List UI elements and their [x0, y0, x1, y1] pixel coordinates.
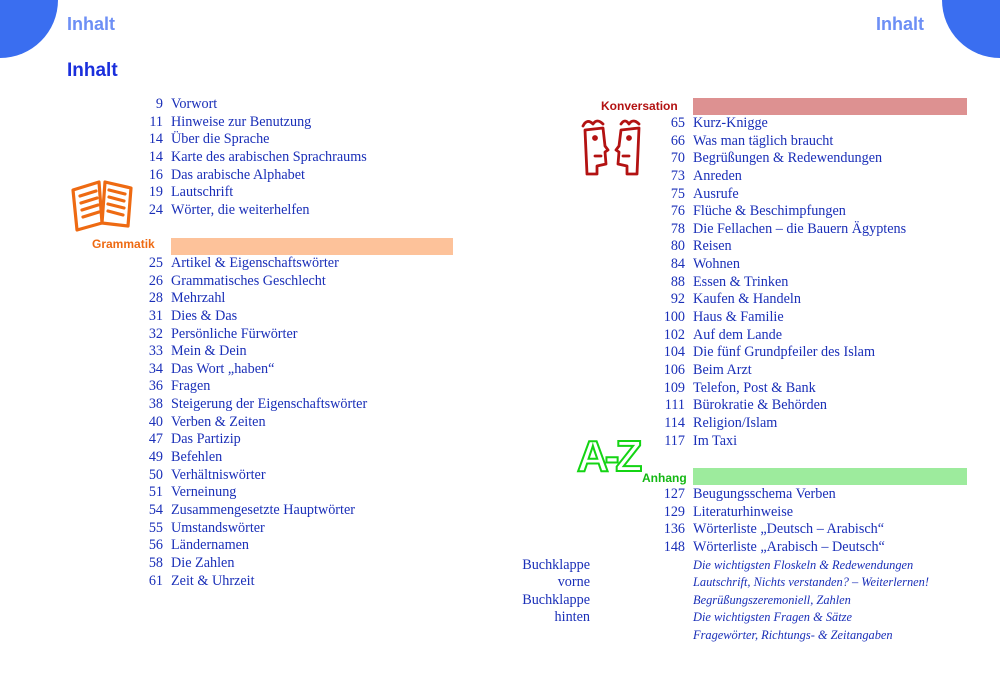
toc-page-number: 49 — [148, 449, 163, 466]
toc-page-number: 61 — [148, 572, 163, 589]
toc-page-number: 80 — [670, 238, 685, 255]
buchklappe-text: Die wichtigsten Floskeln & Redewendungen — [693, 558, 914, 572]
toc-entry — [148, 325, 367, 344]
toc-page-number: 28 — [148, 290, 163, 307]
toc-entry-title: Essen & Trinken — [693, 273, 789, 290]
toc-page-number: 92 — [670, 291, 685, 308]
toc-entry — [663, 361, 906, 380]
toc-entry — [663, 379, 906, 398]
toc-entry — [664, 397, 906, 415]
toc-page-number: 104 — [663, 344, 685, 361]
page-title: Inhalt — [67, 60, 118, 81]
toc-entry — [670, 203, 906, 221]
toc-entry — [670, 273, 906, 292]
toc-entry-title: Religion/Islam — [693, 414, 778, 431]
toc-entry — [148, 184, 367, 202]
toc-entry — [148, 396, 368, 414]
open-book-icon — [69, 176, 135, 234]
toc-page-number: 14 — [148, 131, 163, 148]
toc-entry — [670, 238, 906, 256]
toc-entry-title: Verben & Zeiten — [171, 413, 266, 430]
toc-page-number: 34 — [148, 360, 163, 377]
buchklappe-text: Die wichtigsten Fragen & Sätze — [693, 610, 852, 625]
running-head-right: Inhalt — [876, 14, 924, 34]
toc-entry — [670, 167, 906, 186]
buchklappe-text: Lautschrift, Nichts verstanden? – Weiterlernen! — [693, 575, 929, 590]
toc-entry — [670, 256, 906, 274]
buchklappe-text: Fragewörter, Richtungs- & Zeitangaben — [693, 627, 893, 642]
toc-entry-title: Telefon, Post & Bank — [693, 379, 816, 396]
toc-page-number: 19 — [148, 184, 163, 201]
toc-entry-title: Das Partizip — [171, 431, 241, 448]
toc-entry — [663, 486, 885, 504]
corner-decoration-left — [0, 0, 58, 58]
toc-entry — [148, 572, 367, 591]
toc-entry — [148, 413, 367, 432]
toc-anhang-list — [663, 486, 885, 557]
toc-entry — [148, 519, 367, 538]
toc-entry-title: Verneinung — [171, 484, 237, 501]
toc-entry-title: Kurz-Knigge — [693, 115, 768, 131]
toc-page-number: 36 — [148, 378, 163, 395]
toc-page-number: 16 — [148, 166, 163, 183]
toc-page-number: 32 — [148, 325, 163, 342]
toc-entry — [155, 96, 367, 114]
talking-faces-icon — [577, 116, 647, 178]
toc-page-number: 129 — [663, 503, 685, 520]
toc-entry-title: Im Taxi — [693, 432, 738, 449]
toc-entry — [670, 115, 906, 133]
toc-entry-title: Beugungsschema Verben — [693, 486, 836, 502]
toc-page-number: 26 — [148, 272, 163, 289]
toc-entry — [148, 343, 367, 361]
toc-entry-title: Persönliche Fürwörter — [171, 325, 298, 342]
toc-entry — [148, 131, 367, 149]
toc-page-number: 106 — [663, 361, 685, 378]
toc-entry — [148, 307, 367, 326]
toc-entry-title: Wohnen — [693, 256, 740, 273]
toc-entry-title: Kaufen & Handeln — [693, 291, 801, 308]
toc-page-number: 109 — [663, 379, 685, 396]
toc-page-number: 40 — [148, 413, 163, 430]
toc-entry-title: Mein & Dein — [171, 343, 247, 360]
toc-entry-title: Das arabische Alphabet — [171, 166, 305, 183]
toc-entry-title: Grammatisches Geschlecht — [171, 272, 326, 289]
toc-entry — [670, 150, 906, 168]
toc-page-number: 100 — [663, 309, 685, 326]
buchklappe-label: Buchklappe — [522, 591, 590, 608]
toc-page-number: 47 — [148, 431, 163, 448]
toc-entry-title: Beim Arzt — [693, 361, 752, 378]
toc-entry-title: Auf dem Lande — [693, 326, 783, 343]
toc-page-number: 78 — [670, 220, 685, 237]
toc-entry-title: Ausrufe — [693, 185, 739, 202]
toc-page-number: 136 — [663, 521, 685, 538]
section-label-konversation: Konversation — [601, 99, 678, 113]
toc-entry — [149, 113, 367, 132]
toc-entry — [663, 521, 885, 539]
toc-entry — [148, 466, 367, 485]
toc-page-number: 54 — [148, 501, 163, 518]
section-label-anhang: Anhang — [642, 471, 687, 485]
toc-entry-title: Haus & Familie — [693, 309, 784, 326]
toc-entry-title: Steigerung der Eigenschaftswörter — [171, 396, 368, 413]
toc-entry — [148, 554, 367, 573]
toc-entry — [148, 378, 367, 396]
toc-page-number: 38 — [148, 396, 163, 413]
toc-entry-title: Umstandswörter — [171, 519, 265, 536]
toc-page-number: 33 — [148, 343, 163, 360]
toc-page-number: 84 — [670, 256, 685, 273]
toc-intro-list — [148, 96, 367, 219]
toc-entry — [664, 432, 906, 451]
toc-entry-title: Karte des arabischen Sprachraums — [171, 148, 367, 165]
section-label-grammatik: Grammatik — [92, 237, 155, 251]
toc-page-number: 24 — [148, 201, 163, 218]
toc-entry-title: Wörter, die weiterhelfen — [171, 201, 310, 218]
toc-entry — [670, 185, 906, 204]
section-bar-anhang — [693, 468, 967, 485]
corner-decoration-right — [942, 0, 1000, 58]
toc-entry-title: Die fünf Grundpfeiler des Islam — [693, 344, 876, 361]
toc-page-number: 75 — [670, 185, 685, 202]
toc-entry — [664, 414, 906, 433]
toc-entry — [670, 220, 907, 239]
toc-entry — [148, 201, 367, 220]
toc-entry — [148, 501, 367, 520]
toc-page-number: 148 — [663, 538, 685, 555]
toc-entry-title: Befehlen — [171, 449, 223, 466]
toc-entry — [663, 326, 906, 345]
toc-entry-title: Dies & Das — [171, 307, 238, 324]
buchklappe-text: Begrüßungszeremoniell, Zahlen — [693, 592, 851, 607]
toc-page-number: 14 — [148, 148, 163, 165]
toc-entry-title: Bürokratie & Behörden — [693, 397, 827, 414]
toc-entry-title: Das Wort „haben“ — [171, 360, 275, 377]
toc-page-number: 111 — [664, 397, 685, 414]
toc-entry-title: Die Fellachen – die Bauern Ägyptens — [693, 220, 907, 237]
toc-grammatik-list — [148, 255, 368, 590]
toc-page-number: 114 — [664, 414, 685, 431]
toc-page-number: 76 — [670, 203, 685, 220]
toc-konversation-list — [663, 115, 907, 450]
toc-entry — [148, 431, 367, 449]
toc-entry — [148, 272, 367, 291]
toc-entry — [663, 344, 906, 362]
toc-page-number: 58 — [148, 554, 163, 571]
toc-entry — [663, 538, 885, 557]
toc-entry-title: Flüche & Beschimpfungen — [693, 203, 846, 220]
toc-page-number: 88 — [670, 273, 685, 290]
toc-entry-title: Hinweise zur Benutzung — [171, 113, 312, 130]
toc-entry — [148, 148, 367, 167]
toc-entry — [663, 503, 885, 522]
toc-entry-title: Über die Sprache — [171, 131, 270, 148]
section-bar-konversation — [693, 98, 967, 115]
toc-entry-title: Artikel & Eigenschaftswörter — [171, 255, 339, 271]
toc-page-number: 65 — [670, 115, 685, 131]
toc-entry-title: Vorwort — [171, 96, 218, 112]
a-z-icon: A-Z — [577, 432, 639, 481]
toc-entry — [148, 166, 367, 185]
toc-entry-title: Die Zahlen — [171, 554, 235, 571]
toc-entry-title: Begrüßungen & Redewendungen — [693, 150, 883, 167]
toc-page-number: 11 — [149, 113, 163, 130]
toc-page-number: 102 — [663, 326, 685, 343]
toc-page-number: 25 — [148, 255, 163, 271]
toc-entry-title: Wörterliste „Deutsch – Arabisch“ — [693, 521, 885, 538]
toc-page-number: 73 — [670, 167, 685, 184]
toc-entry-title: Verhältniswörter — [171, 466, 266, 483]
toc-entry-title: Ländernamen — [171, 537, 249, 554]
buchklappe-label: hinten — [554, 609, 590, 626]
toc-entry-title: Fragen — [171, 378, 211, 395]
toc-entry — [670, 291, 906, 309]
toc-entry — [148, 255, 367, 273]
toc-page-number: 50 — [148, 466, 163, 483]
toc-page-number: 70 — [670, 150, 685, 167]
toc-page-number: 56 — [148, 537, 163, 554]
toc-entry-title: Zeit & Uhrzeit — [171, 572, 255, 589]
toc-entry-title: Lautschrift — [171, 184, 234, 201]
toc-entry-title: Literaturhinweise — [693, 503, 794, 520]
toc-entry — [148, 537, 367, 555]
toc-entry — [148, 484, 367, 502]
toc-page-number: 127 — [663, 486, 685, 502]
toc-entry — [148, 360, 367, 379]
toc-page-number: 31 — [148, 307, 163, 324]
toc-entry-title: Reisen — [693, 238, 732, 255]
toc-entry-title: Was man täglich braucht — [693, 132, 834, 149]
buchklappe-label: Buchklappe — [522, 557, 590, 573]
toc-entry — [148, 449, 367, 467]
toc-entry — [148, 290, 367, 308]
toc-page-number: 117 — [664, 432, 685, 449]
toc-page-number: 51 — [148, 484, 163, 501]
section-bar-grammatik — [171, 238, 453, 255]
toc-entry-title: Anreden — [693, 167, 742, 184]
buchklappe-label: vorne — [557, 574, 590, 591]
toc-page-number: 9 — [155, 96, 163, 112]
running-head-left: Inhalt — [67, 14, 115, 34]
toc-page-number: 55 — [148, 519, 163, 536]
toc-page-number: 66 — [670, 132, 685, 149]
toc-entry-title: Mehrzahl — [171, 290, 226, 307]
toc-entry — [663, 309, 906, 327]
toc-entry-title: Wörterliste „Arabisch – Deutsch“ — [693, 538, 885, 555]
toc-entry-title: Zusammengesetzte Hauptwörter — [171, 501, 355, 518]
toc-entry — [670, 132, 906, 151]
